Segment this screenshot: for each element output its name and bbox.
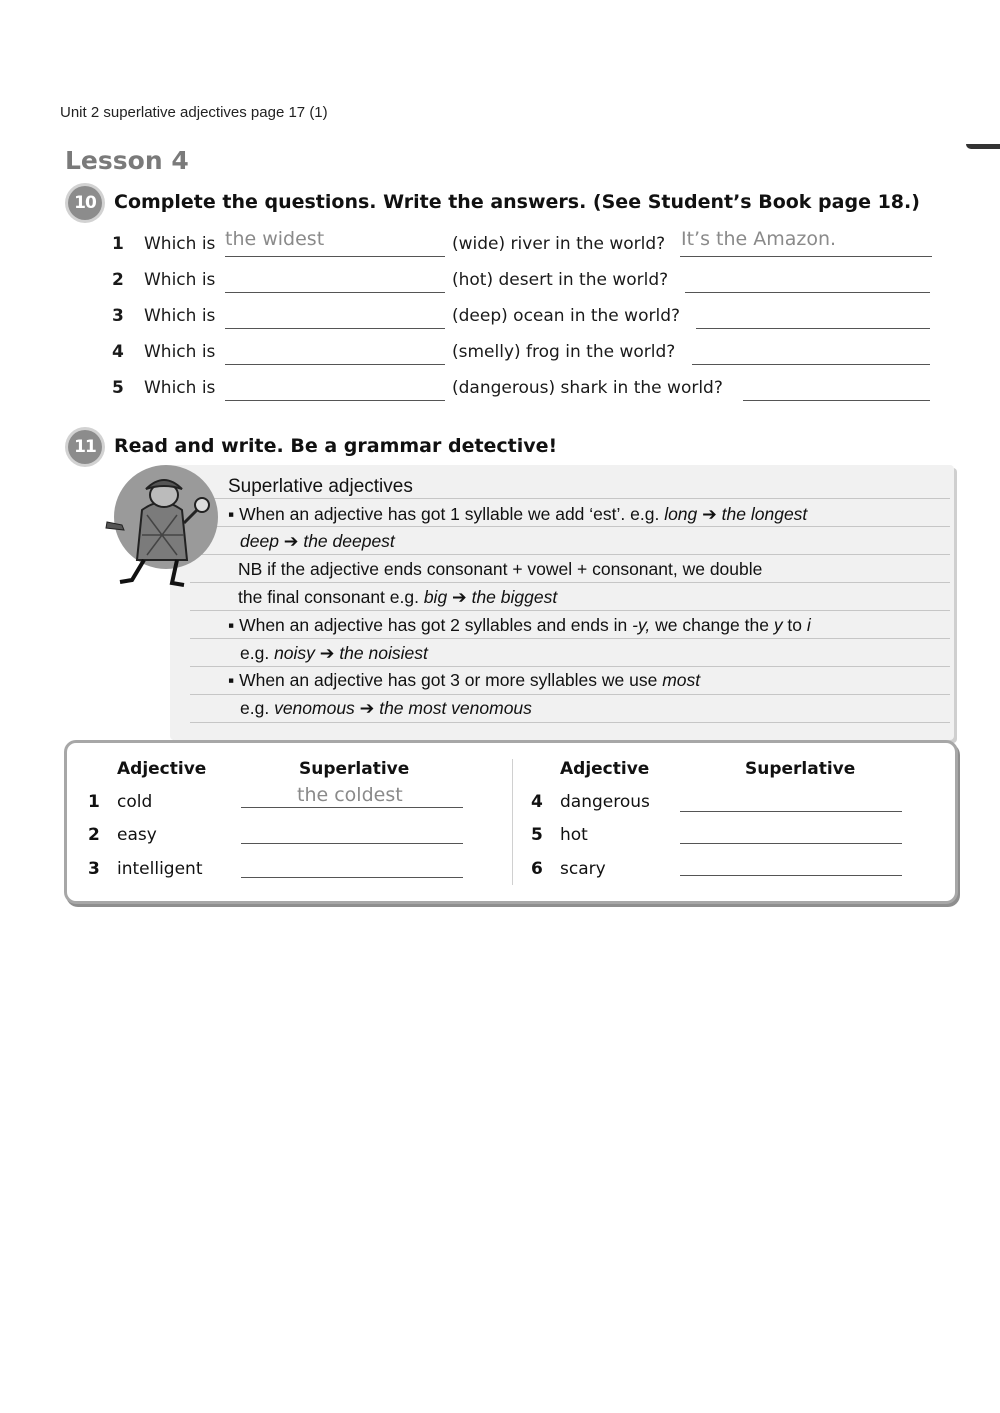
question-adjective: (smelly) frog in the world? [452,342,676,362]
exercise-10-title: Complete the questions. Write the answers. (See Student’s Book page 18.) [114,191,920,213]
adjective-cell: dangerous [560,792,650,812]
answer-blank-superlative[interactable] [225,228,445,257]
row-number: 5 [531,825,543,845]
superlative-answer[interactable] [241,855,463,878]
grammar-rules-card [170,465,954,740]
rule-nb-line-1: NB if the adjective ends consonant + vowel + consonant, we double [238,559,763,579]
superlative-answer[interactable] [680,789,902,812]
column-divider [512,759,513,885]
adjective-cell: hot [560,825,588,845]
superlative-answer[interactable] [241,785,463,808]
question-adjective: (deep) ocean in the world? [452,306,681,326]
adjective-table [64,740,958,904]
right-header-adjective: Adjective [560,759,650,779]
answer-blank-superlative[interactable] [225,378,445,401]
answer-blank-sentence[interactable] [685,270,930,293]
rule-line-3: ▪ When an adjective has got 2 syllables and ends in -y, we change the y to i [228,615,811,635]
rules-title: Superlative adjectives [228,476,413,497]
answer-blank-superlative[interactable] [225,270,445,293]
rule-line-1: ▪ When an adjective has got 1 syllable we add ‘est’. e.g. long ➔ the longest [228,504,808,524]
question-row [112,378,934,404]
rule-line-6: e.g. venomous ➔ the most venomous [240,698,532,718]
rule-line-5: ▪ When an adjective has got 3 or more syllables we use most [228,670,701,690]
question-lead: Which is [144,234,216,254]
answer-blank-superlative[interactable] [225,342,445,365]
question-number: 3 [112,306,124,326]
question-number: 5 [112,378,124,398]
handwritten-answer: It’s the Amazon. [681,228,837,250]
question-row [112,270,934,296]
answer-blank-sentence[interactable] [696,306,930,329]
superlative-answer[interactable] [680,853,902,876]
question-row [112,306,934,332]
adjective-cell: cold [117,792,153,812]
row-number: 4 [531,792,543,812]
exercise-11-title: Read and write. Be a grammar detective! [114,435,558,457]
rule-nb-line-2: the final consonant e.g. big ➔ the biggest [238,587,558,607]
handwritten-answer: the coldest [297,784,403,806]
adjective-cell: easy [117,825,157,845]
lesson-title: Lesson 4 [65,146,189,175]
question-adjective: (dangerous) shark in the world? [452,378,723,398]
answer-blank-sentence[interactable] [692,342,930,365]
question-number: 4 [112,342,124,362]
question-number: 1 [112,234,124,254]
exercise-10-badge: 10 [68,186,102,220]
left-header-adjective: Adjective [117,759,207,779]
question-lead: Which is [144,378,216,398]
superlative-answer[interactable] [680,821,902,844]
question-adjective: (wide) river in the world? [452,234,666,254]
exercise-11-badge: 11 [68,430,102,464]
page-title: Unit 2 superlative adjectives page 17 (1) [60,104,328,121]
row-number: 2 [88,825,100,845]
question-row [112,228,934,260]
answer-blank-sentence[interactable] [743,378,930,401]
superlative-answer[interactable] [241,821,463,844]
answer-blank-sentence[interactable] [680,228,932,257]
question-row [112,342,934,368]
answer-blank-superlative[interactable] [225,306,445,329]
left-header-superlative: Superlative [299,759,410,779]
corner-mark [966,144,1000,149]
question-lead: Which is [144,342,216,362]
adjective-cell: scary [560,859,606,879]
question-adjective: (hot) desert in the world? [452,270,669,290]
detective-icon [102,465,222,590]
question-number: 2 [112,270,124,290]
row-number: 3 [88,859,100,879]
adjective-cell: intelligent [117,859,203,879]
rule-line-2: deep ➔ the deepest [240,531,395,551]
handwritten-answer: the widest [225,228,325,250]
row-number: 1 [88,792,100,812]
question-lead: Which is [144,306,216,326]
row-number: 6 [531,859,543,879]
rule-line-4: e.g. noisy ➔ the noisiest [240,643,428,663]
question-lead: Which is [144,270,216,290]
right-header-superlative: Superlative [745,759,856,779]
